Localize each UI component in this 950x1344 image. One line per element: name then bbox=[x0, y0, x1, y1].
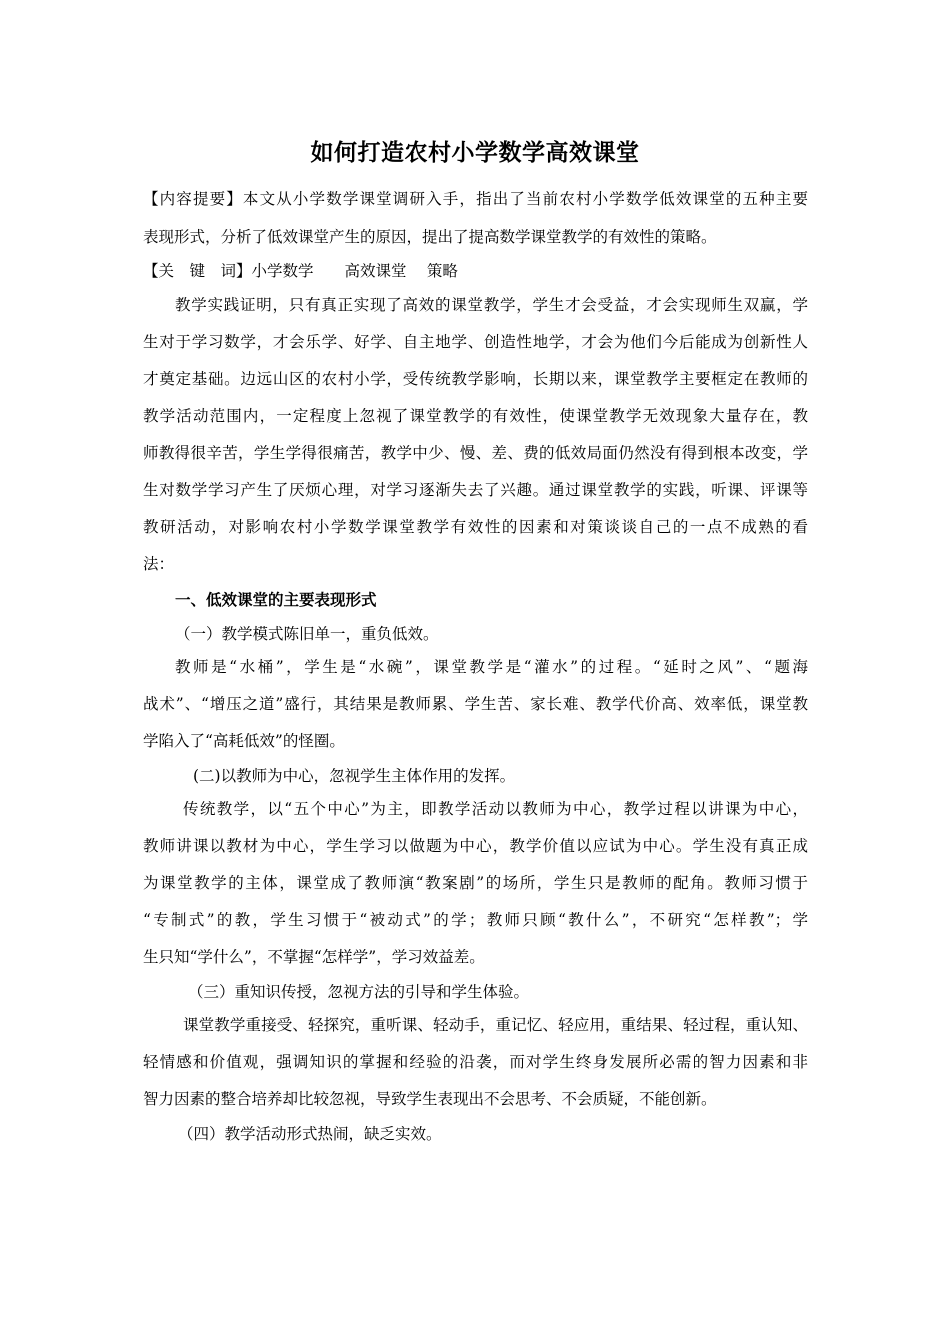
paragraph-line: 教学活动范围内，一定程度上忽视了课堂教学的有效性，使课堂教学无效现象大量存在，教 bbox=[143, 407, 808, 425]
subsection-heading: （一）教学模式陈旧单一，重负低效。 bbox=[175, 625, 439, 643]
subsection-heading: （三）重知识传授，忽视方法的引导和学生体验。 bbox=[188, 983, 530, 1001]
paragraph-line: 师教得很辛苦，学生学得很痛苦，教学中少、慢、差、费的低效局面仍然没有得到根本改变，学 bbox=[143, 444, 808, 462]
paragraph-line: 为课堂教学的主体，课堂成了教师演“教案剧”的场所，学生只是教师的配角。教师习惯于 bbox=[143, 874, 808, 892]
paragraph-line: 生对于学习数学，才会乐学、好学、自主地学、创造性地学，才会为他们今后能成为创新性人 bbox=[143, 333, 808, 351]
paragraph-line: 传统教学，以“五个中心”为主，即教学活动以教师为中心，教学过程以讲课为中心， bbox=[183, 800, 808, 818]
paragraph-line: 课堂教学重接受、轻探究，重听课、轻动手，重记忆、轻应用，重结果、轻过程，重认知、 bbox=[183, 1016, 808, 1034]
paragraph-line: 教师讲课以教材为中心，学生学习以做题为中心，教学价值以应试为中心。学生没有真正成 bbox=[143, 837, 808, 855]
paragraph-line: 才奠定基础。边远山区的农村小学，受传统教学影响，长期以来，课堂教学主要框定在教师的 bbox=[143, 370, 808, 388]
paragraph-line: “专制式”的教，学生习惯于“被动式”的学；教师只顾“教什么”，不研究“怎样教”；学 bbox=[143, 911, 808, 929]
paragraph-line: 学陷入了“高耗低效”的怪圈。 bbox=[143, 732, 345, 750]
abstract-line-1: 【内容提要】本文从小学数学课堂调研入手，指出了当前农村小学数学低效课堂的五种主要 bbox=[143, 190, 808, 208]
paragraph-line: 生对数学学习产生了厌烦心理，对学习逐渐失去了兴趣。通过课堂教学的实践，听课、评课等 bbox=[143, 481, 808, 499]
paragraph-line: 智力因素的整合培养却比较忽视，导致学生表现出不会思考、不会质疑，不能创新。 bbox=[143, 1090, 717, 1108]
subsection-heading: （四）教学活动形式热闹，缺乏实效。 bbox=[178, 1125, 442, 1143]
paragraph-line: 教学实践证明，只有真正实现了高效的课堂教学，学生才会受益，才会实现师生双赢，学 bbox=[175, 296, 808, 314]
section-heading: 一、低效课堂的主要表现形式 bbox=[175, 591, 377, 609]
document-title: 如何打造农村小学数学高效课堂 bbox=[310, 140, 640, 166]
paragraph-line: 生只知“学什么”，不掌握“怎样学”，学习效益差。 bbox=[143, 948, 485, 966]
paragraph-line: 法： bbox=[143, 555, 175, 573]
subsection-heading: (二)以教师为中心，忽视学生主体作用的发挥。 bbox=[193, 767, 516, 785]
paragraph-line: 轻情感和价值观，强调知识的掌握和经验的沿袭，而对学生终身发展所必需的智力因素和非 bbox=[143, 1053, 808, 1071]
paragraph-line: 教研活动，对影响农村小学数学课堂教学有效性的因素和对策谈谈自己的一点不成熟的看 bbox=[143, 518, 808, 536]
paragraph-line: 战术”、“增压之道”盛行，其结果是教师累、学生苦、家长难、教学代价高、效率低，课堂教 bbox=[143, 695, 808, 713]
keywords-line: 【关 键 词】小学数学 高效课堂 策略 bbox=[143, 262, 458, 280]
abstract-line-2: 表现形式，分析了低效课堂产生的原因，提出了提高数学课堂教学的有效性的策略。 bbox=[143, 228, 717, 246]
paragraph-line: 教师是“水桶”，学生是“水碗”，课堂教学是“灌水”的过程。“延时之风”、“题海 bbox=[175, 658, 808, 676]
